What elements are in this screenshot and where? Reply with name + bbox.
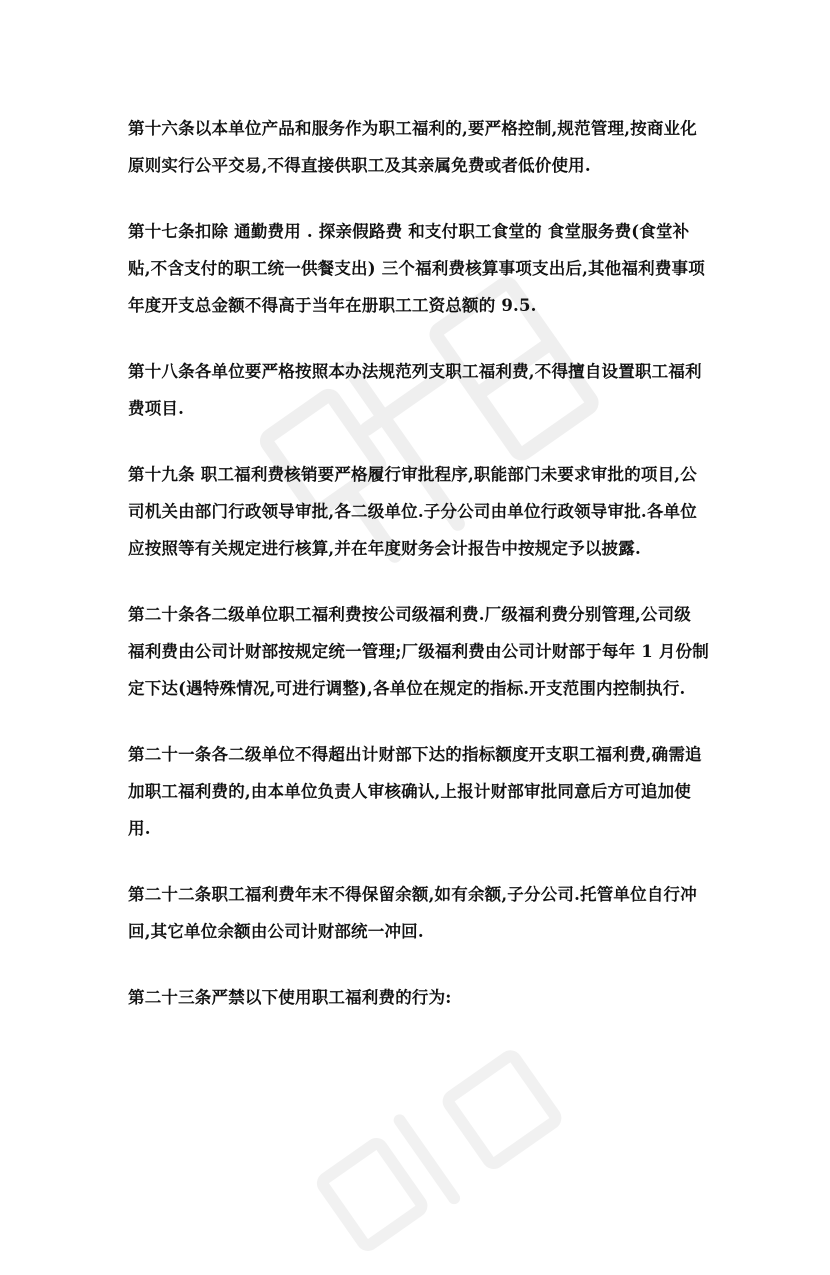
text-line: 贴,不含支付的职工统一供餐支出) 三个福利费核算事项支出后,其他福利费事项	[128, 259, 705, 278]
text-line: 年度开支总金额不得高于当年在册职工工资总额的 9.5.	[128, 296, 537, 315]
text-line: 第十九条 职工福利费核销要严格履行审批程序,职能部门未要求审批的项目,公	[128, 465, 697, 484]
text-line: 司机关由部门行政领导审批,各二级单位.子分公司由单位行政领导审批.各单位	[128, 502, 697, 521]
text-line: 第二十三条严禁以下使用职工福利费的行为:	[128, 988, 452, 1007]
article-21	[128, 736, 718, 847]
watermark-logo-bottom	[293, 1005, 608, 1275]
article-19	[128, 456, 718, 567]
text-line: 费项目.	[128, 399, 185, 418]
text-line: 原则实行公平交易,不得直接供职工及其亲属免费或者低价使用.	[128, 156, 591, 175]
article-23	[128, 979, 718, 1016]
article-17	[128, 213, 718, 324]
text-line: 回,其它单位余额由公司计财部统一冲回.	[128, 922, 424, 941]
text-line: 福利费由公司计财部按规定统一管理;厂级福利费由公司计财部于每年 1 月份制	[128, 642, 709, 661]
text-line: 第二十一条各二级单位不得超出计财部下达的指标额度开支职工福利费,确需追	[128, 745, 702, 764]
article-16	[128, 110, 718, 184]
text-line: 第二十二条职工福利费年末不得保留余额,如有余额,子分公司.托管单位自行冲	[128, 885, 697, 904]
document-body	[128, 110, 718, 1045]
text-line: 第十六条以本单位产品和服务作为职工福利的,要严格控制,规范管理,按商业化	[128, 119, 697, 138]
text-line: 应按照等有关规定进行核算,并在年度财务会计报告中按规定予以披露.	[128, 539, 641, 558]
article-20	[128, 596, 718, 707]
text-line: 第十七条扣除 通勤费用 . 探亲假路费 和支付职工食堂的 食堂服务费(食堂补	[128, 222, 690, 241]
article-22	[128, 876, 718, 950]
text-line: 定下达(遇特殊情况,可进行调整),各单位在规定的指标.开支范围内控制执行.	[128, 679, 686, 698]
article-18	[128, 353, 718, 427]
text-line: 第二十条各二级单位职工福利费按公司级福利费.厂级福利费分别管理,公司级	[128, 605, 691, 624]
text-line: 第十八条各单位要严格按照本办法规范列支职工福利费,不得擅自设置职工福利	[128, 362, 702, 381]
text-line: 加职工福利费的,由本单位负责人审核确认,上报计财部审批同意后方可追加使	[128, 782, 691, 801]
text-line: 用.	[128, 819, 151, 838]
